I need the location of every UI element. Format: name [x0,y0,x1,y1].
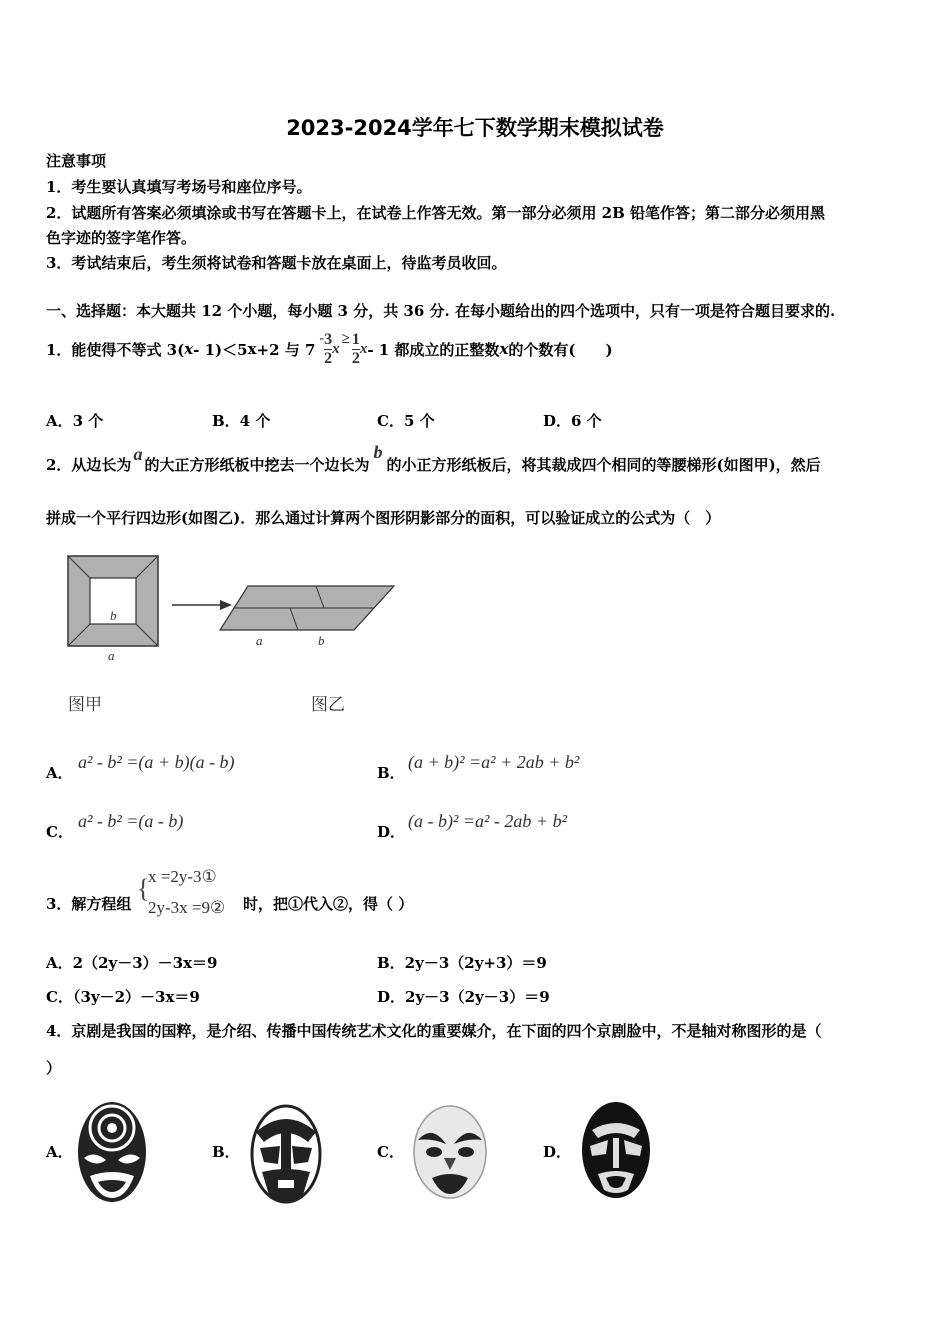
option-a-label: A． [46,764,73,782]
fraction: $\frac{1}{2}$ [351,330,360,367]
opera-mask-b-icon [248,1102,324,1206]
option-d[interactable]: D．6 个 [543,412,602,430]
equation-2: 2y-3x =9② [148,898,226,917]
fig2-caption: 图乙 [311,695,345,715]
option-b[interactable]: B．2y－3（2y+3）＝9 [377,954,547,972]
question-3-suffix: 时，把①代入②，得（ ） [243,895,414,913]
question-2-line1: 2．从边长为 a 的大正方形纸板中挖去一个边长为 b 的小正方形纸板后，将其裁成四个相同的等腰梯形(如图甲)，然后 [46,441,821,474]
question-1: 1．能使得不等式 3( x - 1)＜5 x +2 与 7 - $\frac{3}{2}$ x ≥ $\frac{1}{2}$ x - 1 都成立的正整数 x 的个数有( ) [46,330,613,367]
opera-mask-d-icon [578,1098,654,1202]
option-d[interactable]: D． [543,1143,572,1161]
notice-item: 3．考试结束后，考生须将试卷和答题卡放在桌面上，待监考员收回。 [46,254,507,272]
section-heading: 一、选择题：本大题共 12 个小题，每小题 3 分，共 36 分. 在每小题给出的四个选项中，只有一项是符合题目要求的. [46,302,836,320]
option-b[interactable]: (a + b)² =a² + 2ab + b² [408,752,580,772]
notice-item: 2．试题所有答案必须填涂或书写在答题卡上，在试卷上作答无效。第一部分必须用 2B 铅笔作答；第二部分必须用黑 [46,204,826,222]
option-c[interactable]: C． [377,1143,404,1161]
option-a[interactable]: a² - b² =(a + b)(a - b) [78,752,235,772]
question-4-line2: ） [46,1059,62,1077]
fig2-label-a: a [256,633,263,648]
equation-1: x =2y-3① [148,867,217,886]
option-b-label: B． [377,764,405,782]
notice-item: 色字迹的签字笔作答。 [46,229,197,247]
option-d[interactable]: D．2y－3（2y－3）＝9 [377,988,550,1006]
option-a[interactable]: A．2（2y－3）－3x＝9 [46,954,218,972]
question-3-prefix: 3．解方程组 [46,895,132,913]
fig1-caption: 图甲 [68,695,102,715]
fig1-label-b: b [110,608,117,623]
opera-mask-c-icon [410,1102,490,1202]
option-c[interactable]: a² - b² =(a - b) [78,811,184,831]
brace-icon: { [137,874,150,903]
fig1-label-a: a [108,648,115,663]
option-a[interactable]: A．3 个 [46,412,104,430]
option-d-label: D． [377,823,406,841]
notice-item: 1．考生要认真填写考场号和座位序号。 [46,178,312,196]
option-b[interactable]: B．4 个 [212,412,271,430]
opera-mask-a-icon [74,1098,150,1206]
option-b[interactable]: B． [212,1143,240,1161]
fraction: $\frac{3}{2}$ [324,330,333,367]
question-2-line2: 拼成一个平行四边形(如图乙)．那么通过计算两个图形阴影部分的面积，可以验证成立的公式为（ ） [46,509,721,527]
page-title: 2023-2024学年七下数学期末模拟试卷 [286,116,664,140]
option-c[interactable]: C．5 个 [377,412,435,430]
notice-heading: 注意事项 [46,152,107,170]
question-4-line1: 4．京剧是我国的国粹，是介绍、传播中国传统艺术文化的重要媒介，在下面的四个京剧脸中，不是轴对称图形的是（ [46,1022,822,1040]
option-a[interactable]: A． [46,1143,73,1161]
option-d[interactable]: (a - b)² =a² - 2ab + b² [408,811,567,831]
fig2-label-b: b [318,633,325,648]
option-c[interactable]: C．（3y－2）－3x＝9 [46,988,200,1006]
option-c-label: C． [46,823,73,841]
